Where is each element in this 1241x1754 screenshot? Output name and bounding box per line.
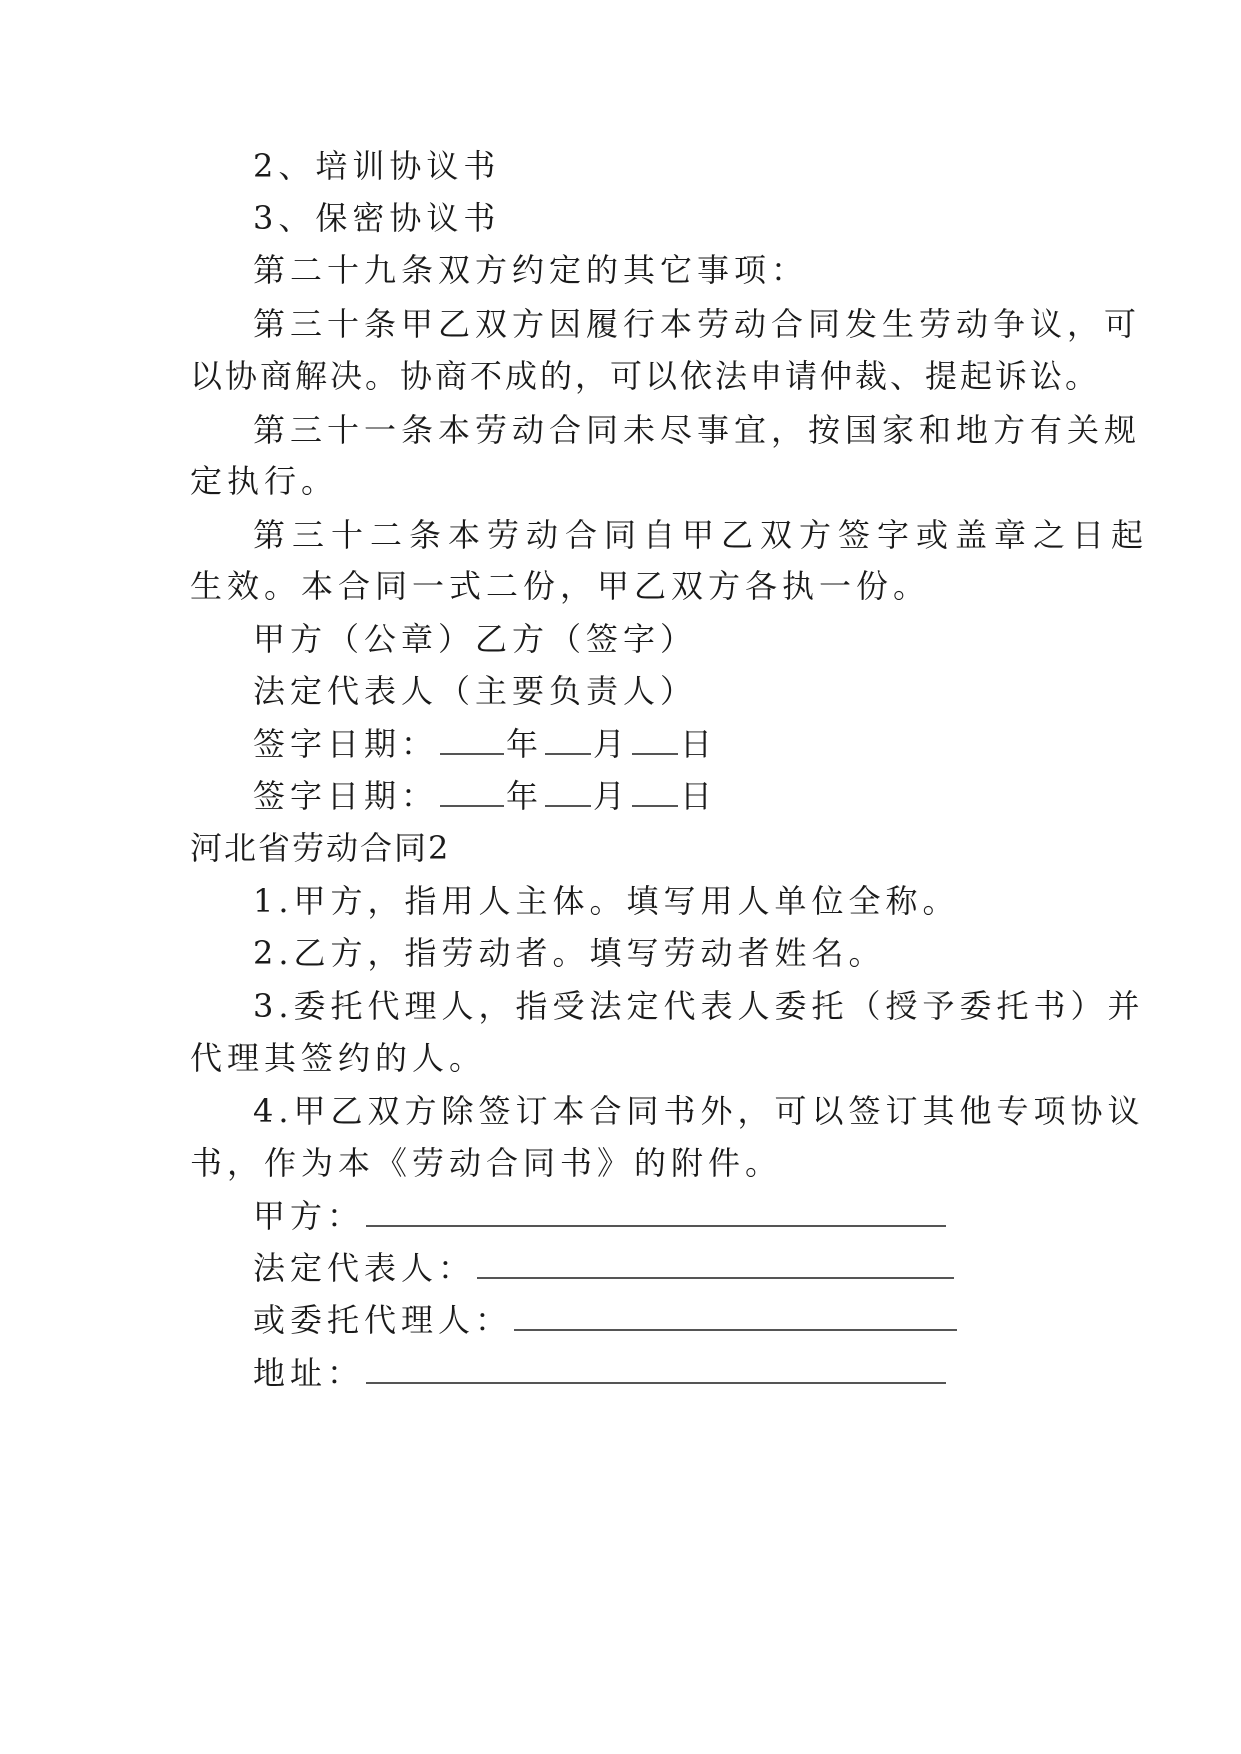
address-field	[253, 1353, 948, 1393]
legal-rep-field	[253, 1248, 956, 1288]
attachment-item-3: 3、保密协议书	[253, 199, 501, 237]
legal-representative-line: 法定代表人（主要负责人）	[253, 672, 698, 710]
party-signature-line: 甲方（公章）乙方（签字）	[253, 620, 698, 658]
note-2: 2.乙方，指劳动者。填写劳动者姓名。	[253, 934, 886, 972]
party-a-blank[interactable]	[366, 1199, 946, 1227]
attachment-item-2: 2、培训协议书	[253, 147, 501, 185]
party-a-field	[253, 1196, 948, 1236]
article-30-line-1: 第三十条甲乙双方因履行本劳动合同发生劳动争议，可	[253, 305, 1142, 343]
signing-date-label: 签字日期：	[253, 725, 439, 763]
note-3-line-1: 3.委托代理人，指受法定代表人委托（授予委托书）并	[253, 987, 1145, 1025]
year-blank[interactable]	[440, 779, 504, 807]
field-label: 或委托代理人：	[253, 1301, 513, 1339]
year-label: 年	[506, 777, 544, 815]
year-label: 年	[506, 725, 544, 763]
article-31-line-1: 第三十一条本劳动合同未尽事宜，按国家和地方有关规	[253, 411, 1142, 449]
note-1: 1.甲方，指用人主体。填写用人单位全称。	[253, 882, 960, 920]
day-blank[interactable]	[632, 727, 678, 755]
month-blank[interactable]	[545, 779, 591, 807]
agent-blank[interactable]	[514, 1303, 957, 1331]
note-4-line-2: 书，作为本《劳动合同书》的附件。	[190, 1144, 783, 1182]
field-label: 法定代表人：	[253, 1249, 476, 1287]
day-blank[interactable]	[632, 779, 678, 807]
legal-rep-blank[interactable]	[477, 1251, 954, 1279]
month-label: 月	[593, 725, 631, 763]
month-blank[interactable]	[545, 727, 591, 755]
field-label: 甲方：	[253, 1197, 365, 1235]
field-label: 地址：	[253, 1354, 365, 1392]
article-30-line-2: 以协商解决。协商不成的，可以依法申请仲裁、提起诉讼。	[190, 357, 1101, 395]
day-label: 日	[680, 777, 718, 815]
year-blank[interactable]	[440, 727, 504, 755]
note-4-line-1: 4.甲乙双方除签订本合同书外，可以签订其他专项协议	[253, 1092, 1145, 1130]
day-label: 日	[680, 725, 718, 763]
article-31-line-2: 定执行。	[190, 462, 339, 500]
signing-date-label: 签字日期：	[253, 777, 439, 815]
article-32-line-1: 第三十二条本劳动合同自甲乙双方签字或盖章之日起	[253, 516, 1151, 554]
section-title: 河北省劳动合同2	[190, 829, 451, 867]
signing-date-line-1	[253, 724, 717, 764]
agent-field	[253, 1300, 959, 1340]
month-label: 月	[593, 777, 631, 815]
signing-date-line-2	[253, 776, 717, 816]
article-29: 第二十九条双方约定的其它事项：	[253, 251, 809, 289]
note-3-line-2: 代理其签约的人。	[190, 1039, 487, 1077]
article-32-line-2: 生效。本合同一式二份，甲乙双方各执一份。	[190, 567, 931, 605]
address-blank[interactable]	[366, 1356, 946, 1384]
